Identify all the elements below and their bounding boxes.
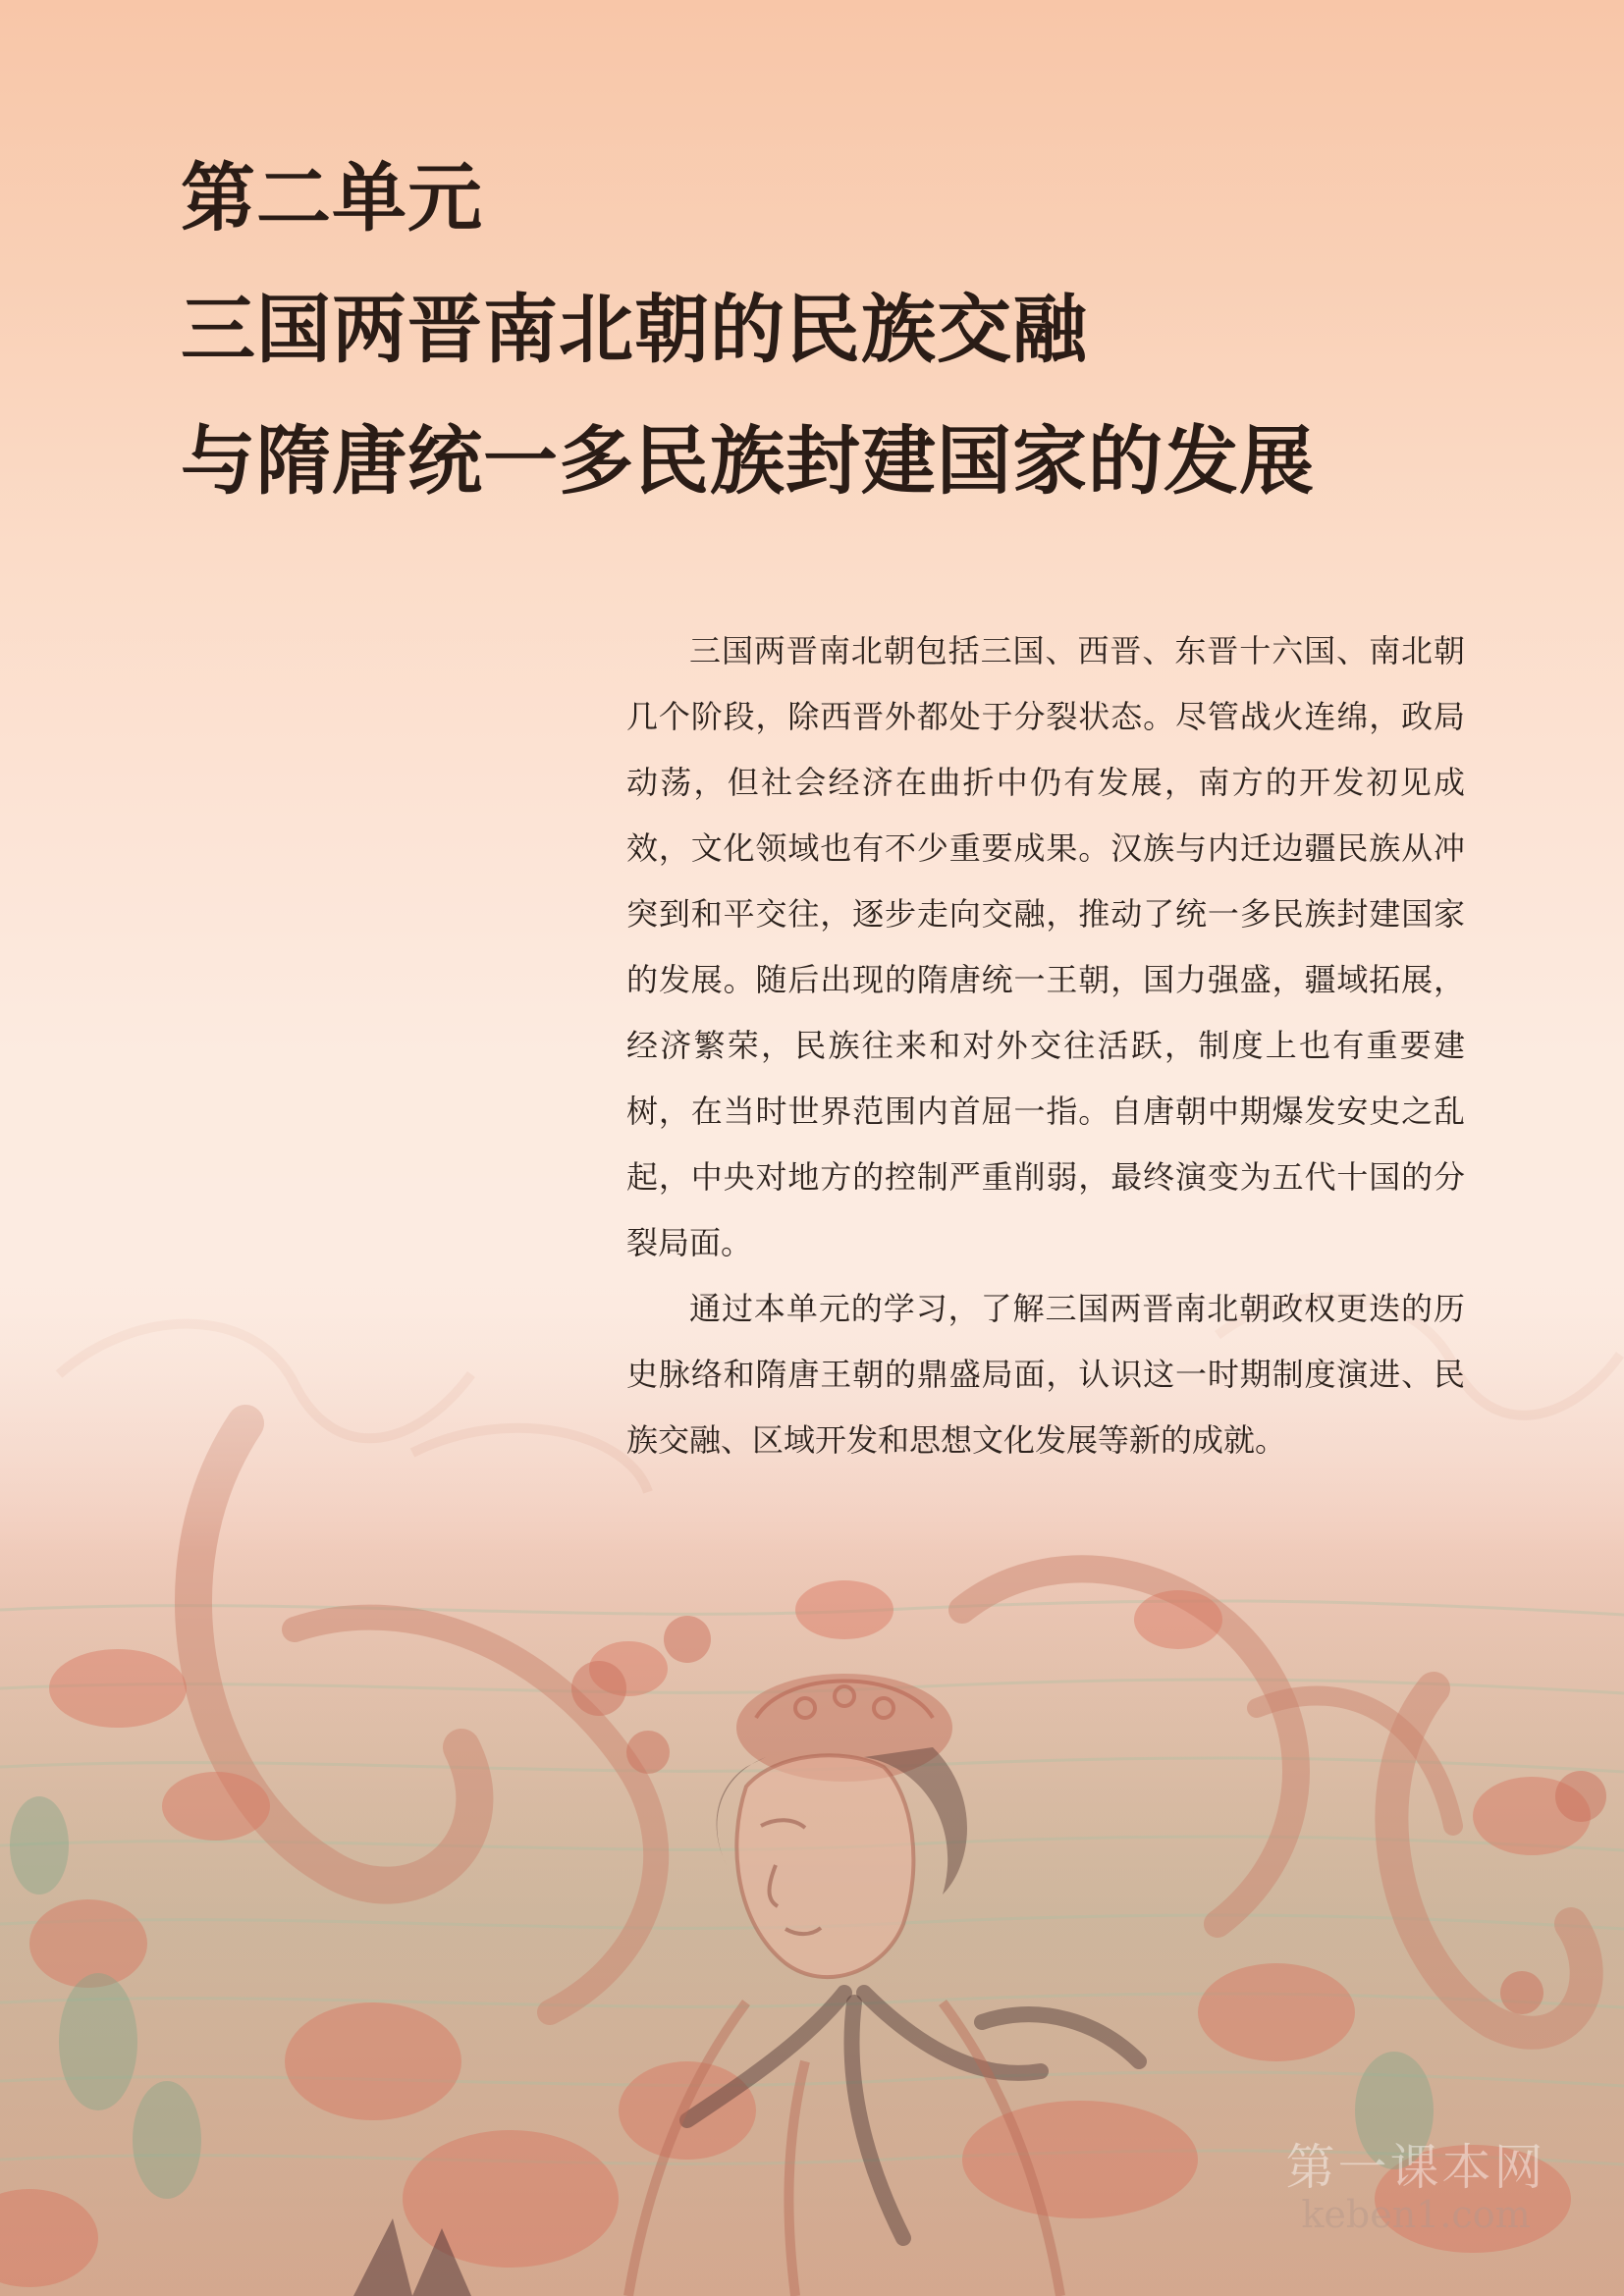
intro-paragraph-2: 通过本单元的学习，了解三国两晋南北朝政权更迭的历史脉络和隋唐王朝的鼎盛局面，认识这一时期制度演进、民族交融、区域开发和思想文化发展等新的成就。 bbox=[626, 1290, 1465, 1459]
watermark-domain: keben1.com bbox=[1301, 2193, 1531, 2236]
unit-label: 第二单元 bbox=[181, 154, 483, 241]
unit-title-line-2: 与隋唐统一多民族封建国家的发展 bbox=[181, 417, 1315, 505]
watermark-chinese: 第一课本网 bbox=[1285, 2139, 1546, 2196]
unit-title-line-1: 三国两晋南北朝的民族交融 bbox=[181, 286, 1088, 373]
unit-introduction bbox=[626, 618, 1465, 1473]
intro-paragraph-1: 三国两晋南北朝包括三国、西晋、东晋十六国、南北朝几个阶段，除西晋外都处于分裂状态。尽管战火连绵，政局动荡，但社会经济在曲折中仍有发展，南方的开发初见成效，文化领域也有不少重要成果。汉族与内迁边疆民族从冲突到和平交往，逐步走向交融，推动了统一多民族封建国家的发展。随后出现的隋唐统一王朝，国力强盛，疆域拓展，经济繁荣，民族往来和对外交往活跃，制度上也有重要建树，在当时世界范围内首屈一指。自唐朝中期爆发安史之乱起，中央对地方的控制严重削弱，最终演变为五代十国的分裂局面。 bbox=[626, 632, 1465, 1261]
unit-title-block bbox=[181, 147, 1457, 505]
site-watermark bbox=[1269, 2140, 1563, 2234]
